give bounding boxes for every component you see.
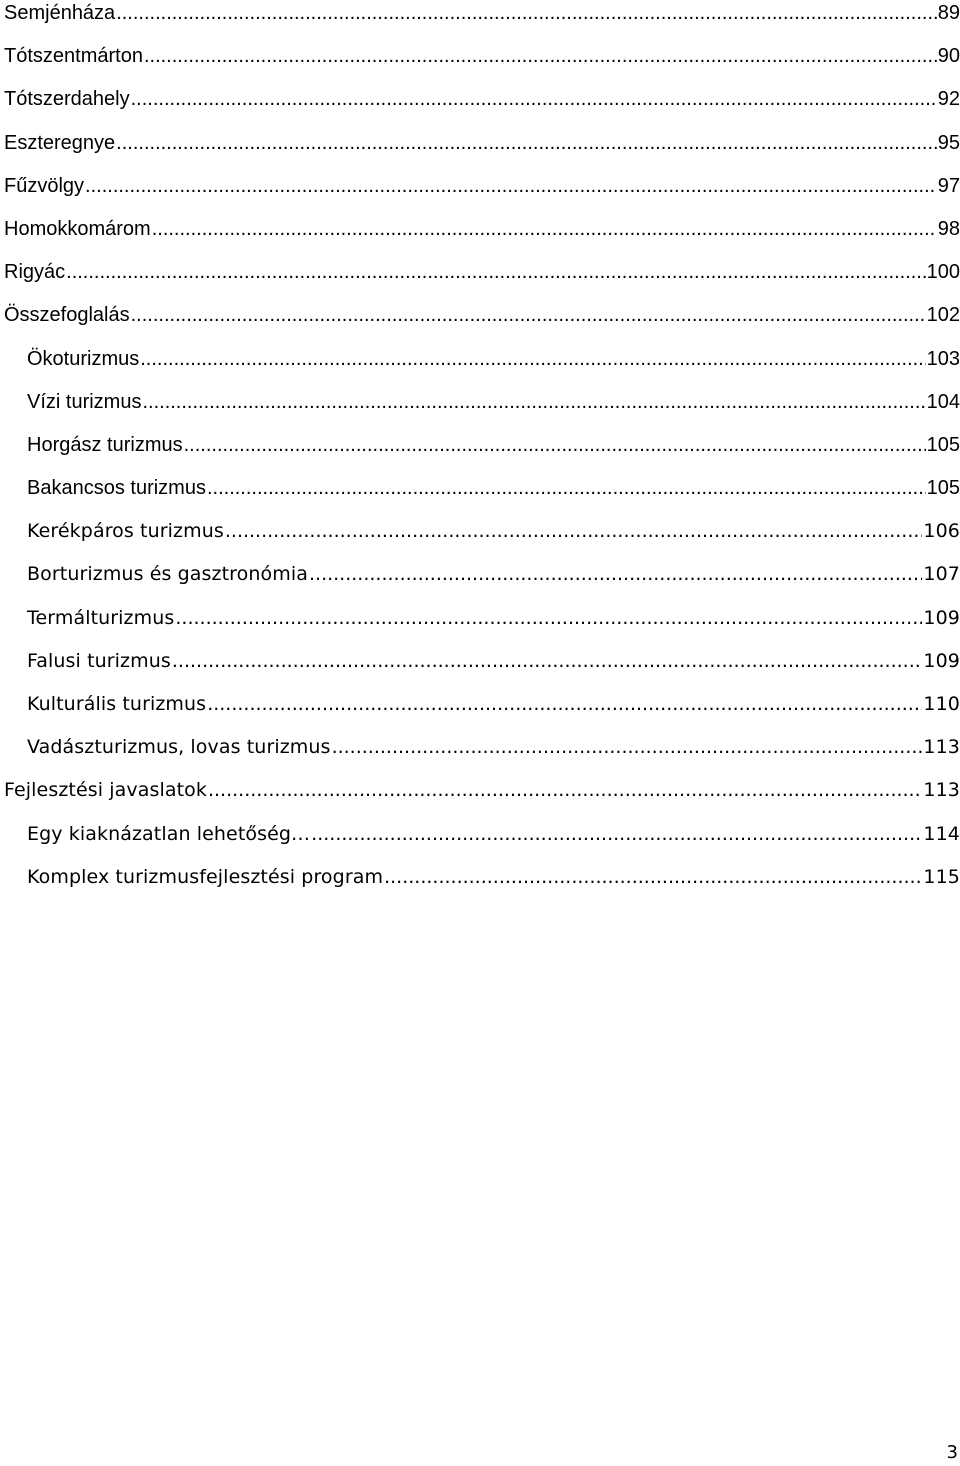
- toc-entry-title: Ökoturizmus: [27, 347, 140, 370]
- toc-entry-title: Tótszentmárton: [4, 45, 143, 68]
- toc-entry[interactable]: [4, 86, 960, 129]
- toc-entry-page: 109: [923, 649, 960, 672]
- toc-entry[interactable]: [4, 43, 960, 86]
- dot-leader: [207, 475, 926, 501]
- dot-leader: [140, 346, 925, 372]
- toc-entry-page: 107: [923, 563, 960, 586]
- toc-entry-title: Eszteregnye: [4, 131, 116, 154]
- toc-entry[interactable]: [4, 691, 960, 734]
- toc-entry[interactable]: [4, 648, 960, 691]
- toc-entry[interactable]: [4, 259, 960, 302]
- toc-entry[interactable]: [4, 173, 960, 216]
- toc-entry-title: Kulturális turizmus: [27, 693, 207, 715]
- toc-entry-page: 114: [923, 822, 960, 845]
- toc-entry-title: Vízi turizmus: [27, 390, 142, 413]
- toc-entry-title: Tótszerdahely: [4, 88, 130, 111]
- toc-entry-page: 102: [926, 304, 960, 327]
- toc-entry-title: Egy kiaknázatlan lehetőség…: [27, 822, 311, 845]
- dot-leader: [116, 0, 937, 26]
- dot-leader: [172, 648, 923, 674]
- dot-leader: [332, 734, 923, 760]
- toc-entry-title: Kerékpáros turizmus: [27, 520, 224, 543]
- dot-leader: [142, 389, 925, 415]
- toc-entry-page: 89: [937, 2, 960, 24]
- dot-leader: [131, 86, 937, 112]
- toc-entry-title: Horgász turizmus: [27, 433, 183, 456]
- toc-entry-page: 98: [937, 217, 960, 240]
- toc-entry-page: 104: [926, 390, 960, 413]
- dot-leader: [152, 216, 937, 242]
- toc-entry[interactable]: [4, 389, 960, 432]
- toc-entry[interactable]: [4, 777, 960, 820]
- dot-leader: [384, 864, 922, 890]
- toc-entry-title: Borturizmus és gasztronómia: [27, 563, 308, 586]
- toc-entry-title: Termálturizmus: [27, 606, 175, 629]
- table-of-contents: [4, 0, 960, 907]
- toc-entry-title: Fejlesztési javaslatok: [4, 779, 207, 802]
- toc-entry-page: 97: [937, 174, 960, 197]
- dot-leader: [131, 302, 926, 328]
- toc-entry-page: 103: [926, 347, 960, 370]
- toc-entry-page: 105: [926, 477, 960, 500]
- toc-entry[interactable]: [4, 864, 960, 907]
- toc-entry-page: 115: [923, 865, 960, 888]
- toc-entry[interactable]: [4, 302, 960, 345]
- toc-entry-page: 113: [923, 736, 960, 759]
- toc-entry[interactable]: [4, 475, 960, 518]
- dot-leader: [85, 173, 937, 199]
- dot-leader: [208, 777, 922, 803]
- toc-entry-page: 90: [937, 45, 960, 68]
- toc-entry[interactable]: [4, 821, 960, 864]
- toc-entry-page: 105: [926, 433, 960, 456]
- dot-leader: [144, 43, 937, 69]
- toc-entry[interactable]: [4, 346, 960, 389]
- dot-leader: [225, 518, 923, 544]
- toc-entry-page: 100: [926, 261, 960, 284]
- toc-entry-title: Komplex turizmusfejlesztési program: [27, 865, 384, 888]
- toc-entry[interactable]: [4, 130, 960, 173]
- toc-entry-page: 95: [937, 131, 960, 154]
- toc-entry-title: Összefoglalás: [4, 304, 130, 327]
- dot-leader: [175, 605, 922, 631]
- toc-entry-title: Semjénháza: [4, 2, 116, 24]
- dot-leader: [309, 561, 922, 587]
- page-number: 3: [946, 1442, 958, 1463]
- toc-entry-title: Homokkomárom: [4, 217, 151, 240]
- toc-entry-title: Vadászturizmus, lovas turizmus: [27, 736, 331, 759]
- toc-entry[interactable]: [4, 0, 960, 43]
- toc-entry-title: Rigyác: [4, 261, 66, 284]
- toc-entry-title: Fűzvölgy: [4, 174, 85, 197]
- toc-entry-page: 92: [937, 88, 960, 111]
- toc-entry[interactable]: [4, 432, 960, 475]
- toc-entry-page: 109: [923, 606, 960, 629]
- dot-leader: [311, 821, 922, 847]
- dot-leader: [207, 691, 922, 717]
- toc-entry[interactable]: [4, 605, 960, 648]
- dot-leader: [66, 259, 925, 285]
- toc-entry[interactable]: [4, 216, 960, 259]
- dot-leader: [116, 130, 937, 156]
- toc-entry[interactable]: [4, 561, 960, 604]
- toc-entry-page: 113: [923, 779, 960, 802]
- toc-entry-title: Bakancsos turizmus: [27, 477, 206, 500]
- toc-entry[interactable]: [4, 518, 960, 561]
- dot-leader: [184, 432, 926, 458]
- toc-entry-page: 110: [923, 693, 960, 715]
- toc-entry-page: 106: [923, 520, 960, 543]
- toc-entry-title: Falusi turizmus: [27, 649, 171, 672]
- toc-entry[interactable]: [4, 734, 960, 777]
